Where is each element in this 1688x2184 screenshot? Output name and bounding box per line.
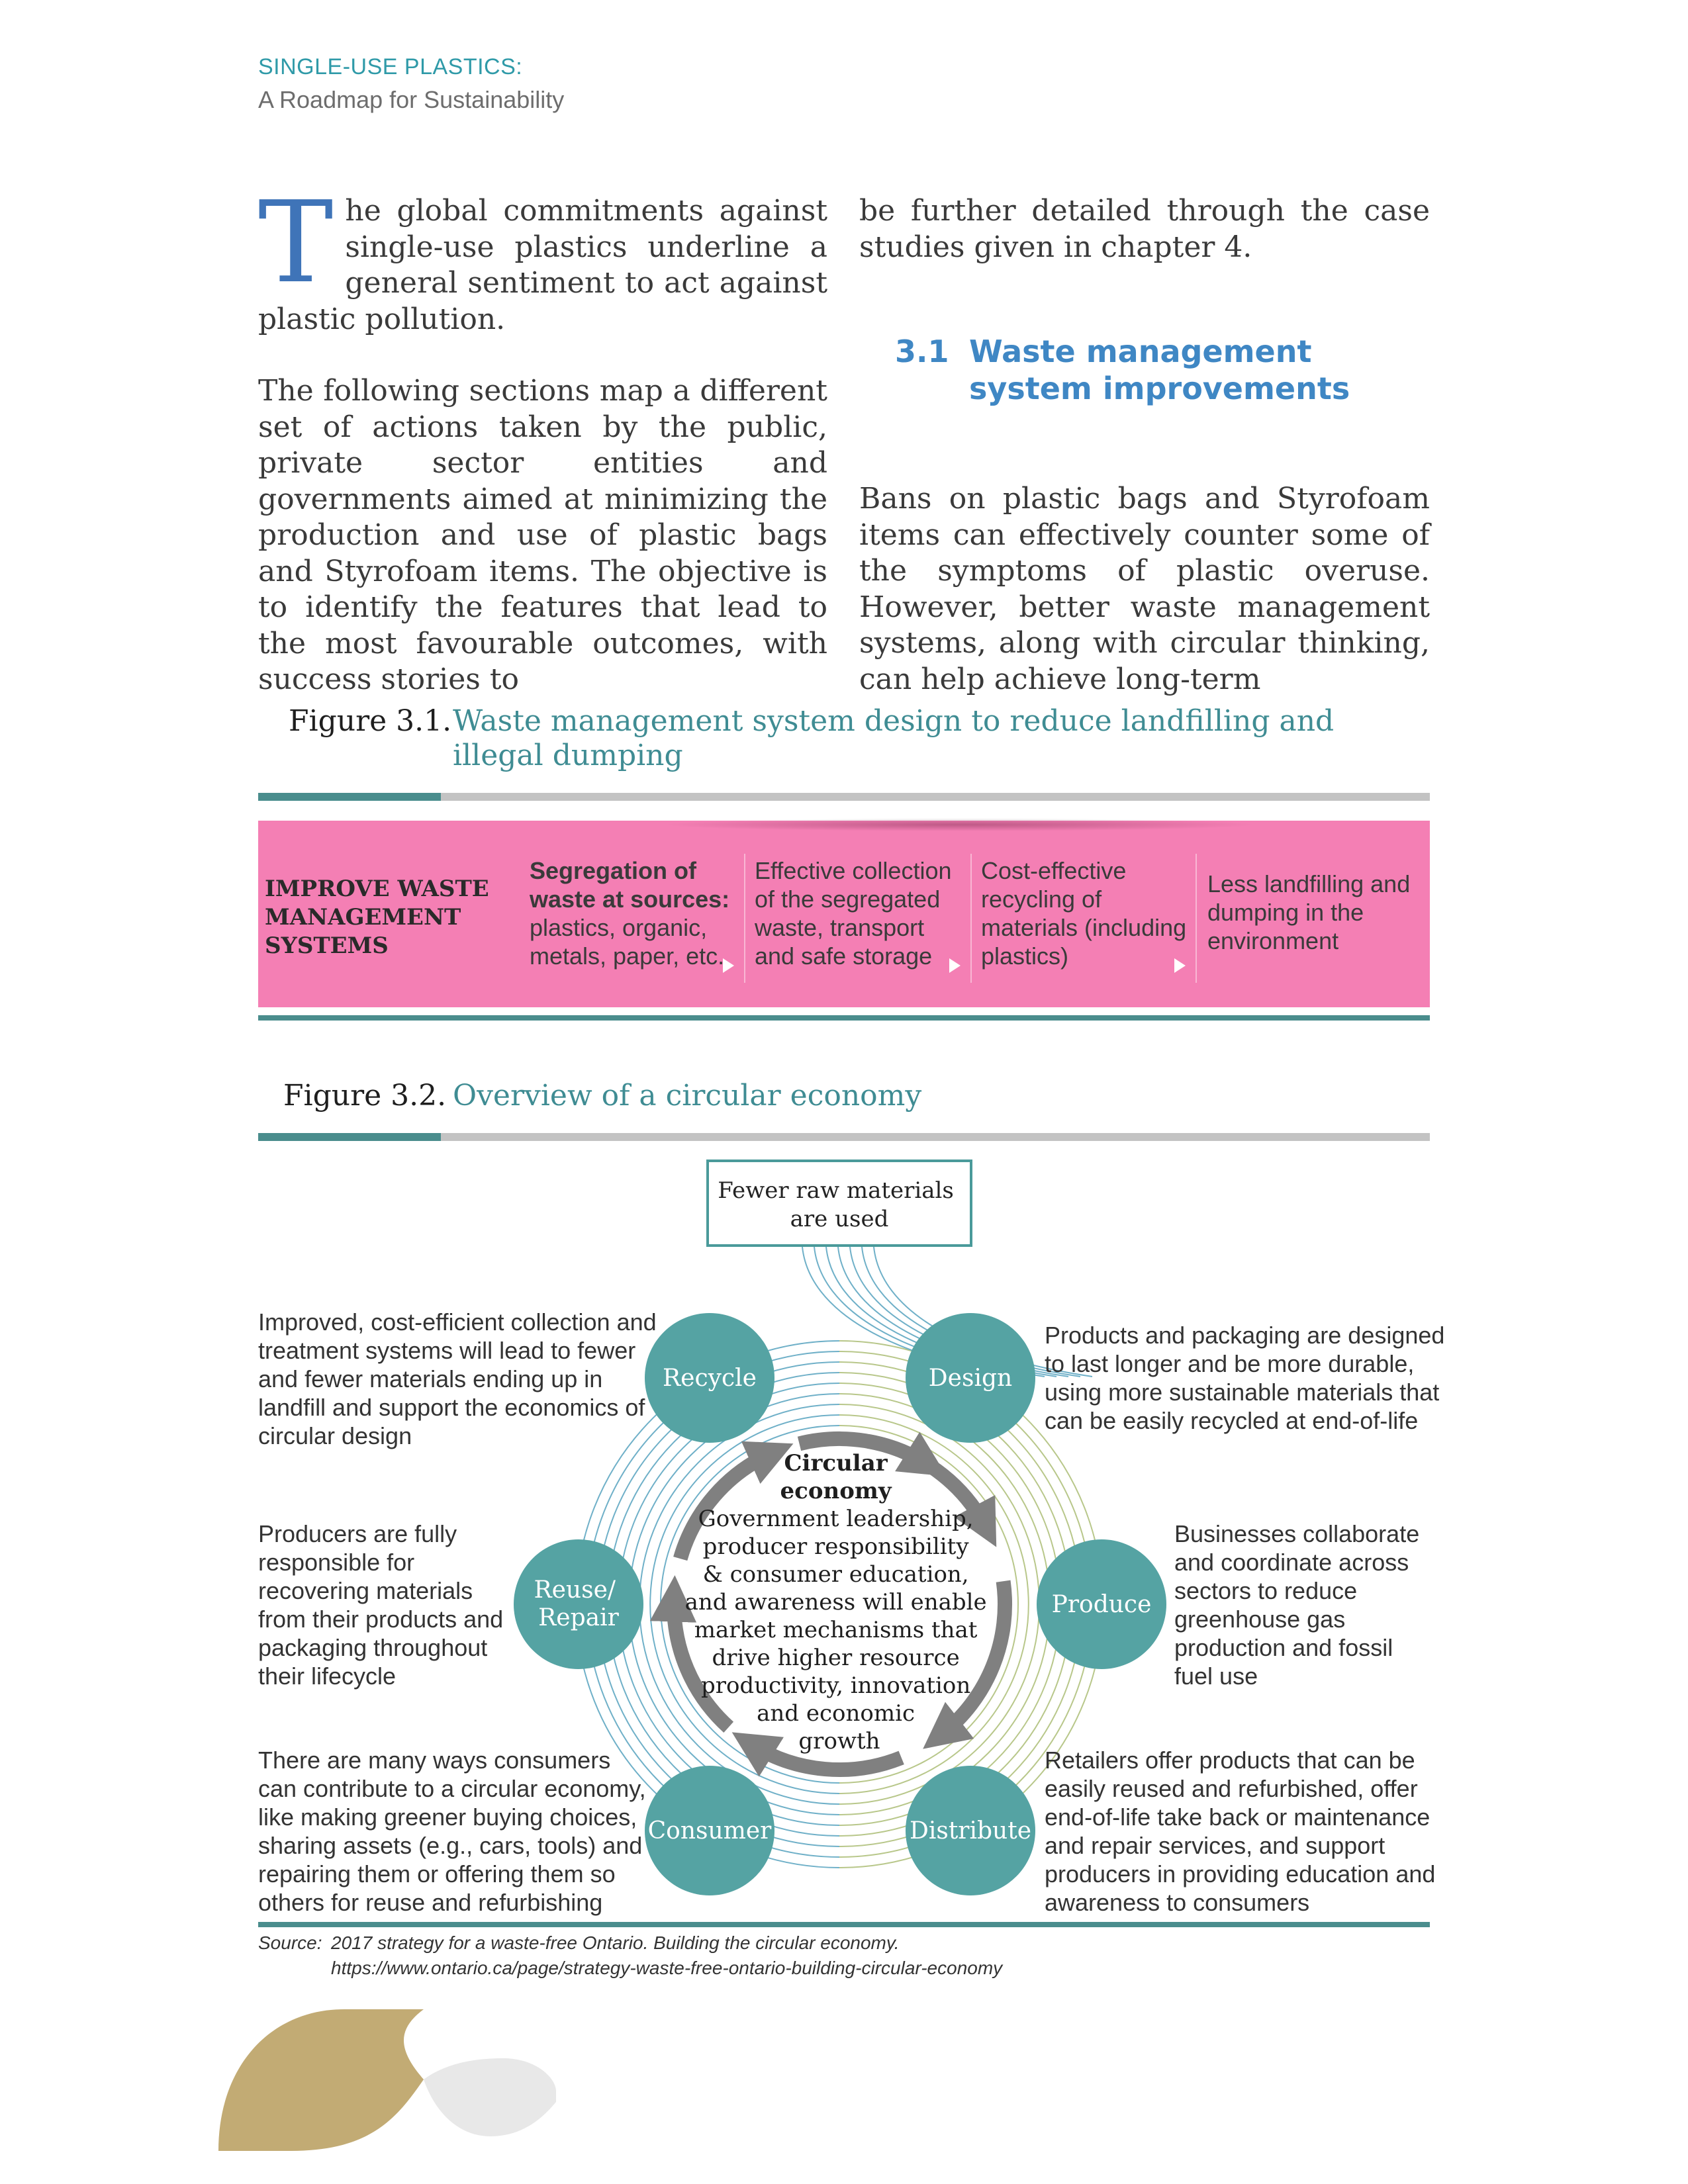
intro-paragraph-text: he global commitments against single-use plastics underline a general sentiment to act against plastic pollution.: [258, 194, 827, 336]
center-line-10: and economic: [757, 1700, 915, 1727]
recycle-node-label: Recycle: [663, 1365, 757, 1392]
running-header-title: SINGLE-USE PLASTICS:: [258, 54, 523, 79]
distribute-note: Retailers offer products that can be easily reused and refurbished, offer end-of-life take back or maintenance and repair services, and support producers in providing education and awareness to consumers: [1045, 1747, 1436, 1916]
produce-note: Businesses collaborate and coordinate across sectors to reduce greenhouse gas production and fossil fuel use: [1174, 1520, 1420, 1690]
process-step-1-bold: Segregation of waste at sources:: [530, 857, 730, 913]
figure-2-label: Figure 3.2.: [283, 1079, 447, 1113]
process-step-4: Less landfilling and dumping in the environment: [1207, 870, 1411, 954]
raw-materials-line-1: Fewer raw materials: [718, 1177, 954, 1204]
produce-node-label: Produce: [1051, 1591, 1152, 1618]
design-node-label: Design: [928, 1365, 1013, 1392]
section-number: 3.1: [895, 334, 949, 369]
center-line-3: Government leadership,: [698, 1506, 974, 1532]
page-number: 18: [184, 2061, 216, 2093]
process-heading: IMPROVE WASTE MANAGEMENT SYSTEMS: [265, 876, 489, 959]
center-line-9: productivity, innovation: [700, 1672, 971, 1699]
figure-1-label: Figure 3.1.: [289, 704, 452, 738]
consumer-note: There are many ways consumers can contribute to a circular economy, like making greener buying choices, sharing assets (e.g., cars, tools) and repairing them or offering them so others for reuse and refurbishing: [258, 1747, 646, 1916]
center-heading-line-2: economy: [780, 1478, 892, 1504]
section-paragraph: Bans on plastic bags and Styrofoam items can effectively counter some of the symptoms of plastic overuse. However, better waste management systems, along with circular thinking, can help achieve long-term: [859, 482, 1430, 696]
center-line-8: drive higher resource: [712, 1645, 960, 1671]
body-paragraph-continued: be further detailed through the case studies given in chapter 4.: [859, 194, 1430, 264]
section-title: Waste management system improvements: [969, 334, 1350, 406]
page-corner-leaf-grey: [424, 2058, 556, 2136]
consumer-node-label: Consumer: [647, 1817, 772, 1844]
center-line-4: producer responsibility: [702, 1533, 969, 1560]
reuse-repair-node-label: Reuse/ Repair: [534, 1576, 619, 1631]
figure-1-title: Waste management system design to reduce landfilling and illegal dumping: [453, 704, 1335, 772]
raw-materials-line-2: are used: [790, 1206, 889, 1232]
source-label: Source:: [258, 1933, 322, 1953]
running-header-subtitle: A Roadmap for Sustainability: [258, 86, 565, 113]
reuse-repair-note: Producers are fully responsible for recovering materials from their products and packaging throughout their lifecycle: [258, 1520, 504, 1690]
distribute-node-label: Distribute: [909, 1817, 1032, 1844]
center-line-11: growth: [798, 1728, 880, 1754]
design-note: Products and packaging are designed to last longer and be more durable, using more sustainable materials that can be easily recycled at end-of-life: [1045, 1322, 1445, 1434]
process-step-1-text: plastics, organic, metals, paper, etc.: [530, 914, 725, 970]
page-corner-leaf-shape: [218, 2009, 424, 2151]
recycle-note: Improved, cost-efficient collection and treatment systems will lead to fewer and fewer materials ending up in landfill and support the economics of circular design: [258, 1308, 657, 1449]
figure-2-title: Overview of a circular economy: [453, 1079, 922, 1113]
circular-economy-center-text: [685, 1450, 994, 1754]
center-line-6: and awareness will enable: [684, 1589, 987, 1615]
source-url[interactable]: https://www.ontario.ca/page/strategy-waste-free-ontario-building-circular-economy: [331, 1958, 1003, 1978]
center-line-7: market mechanisms that: [694, 1617, 978, 1643]
center-line-5: & consumer education,: [702, 1561, 969, 1588]
figure-2-bottom-rule: [258, 1922, 1430, 1927]
process-step-2: Effective collection of the segregated waste, transport and safe storage: [755, 857, 952, 970]
center-heading-line-1: Circular: [784, 1450, 888, 1477]
source-citation: 2017 strategy for a waste-free Ontario. Building the circular economy.: [331, 1933, 900, 1953]
drop-cap: T: [258, 177, 334, 308]
body-paragraph: The following sections map a different set of actions taken by the public, private sector entities and governments aimed at minimizing the production and use of plastic bags and Styrofoam items. The objective is to identify the features that lead to the most favourable outcomes, with success stories to: [258, 374, 827, 696]
process-step-3: Cost-effective recycling of materials (including plastics): [981, 857, 1187, 970]
